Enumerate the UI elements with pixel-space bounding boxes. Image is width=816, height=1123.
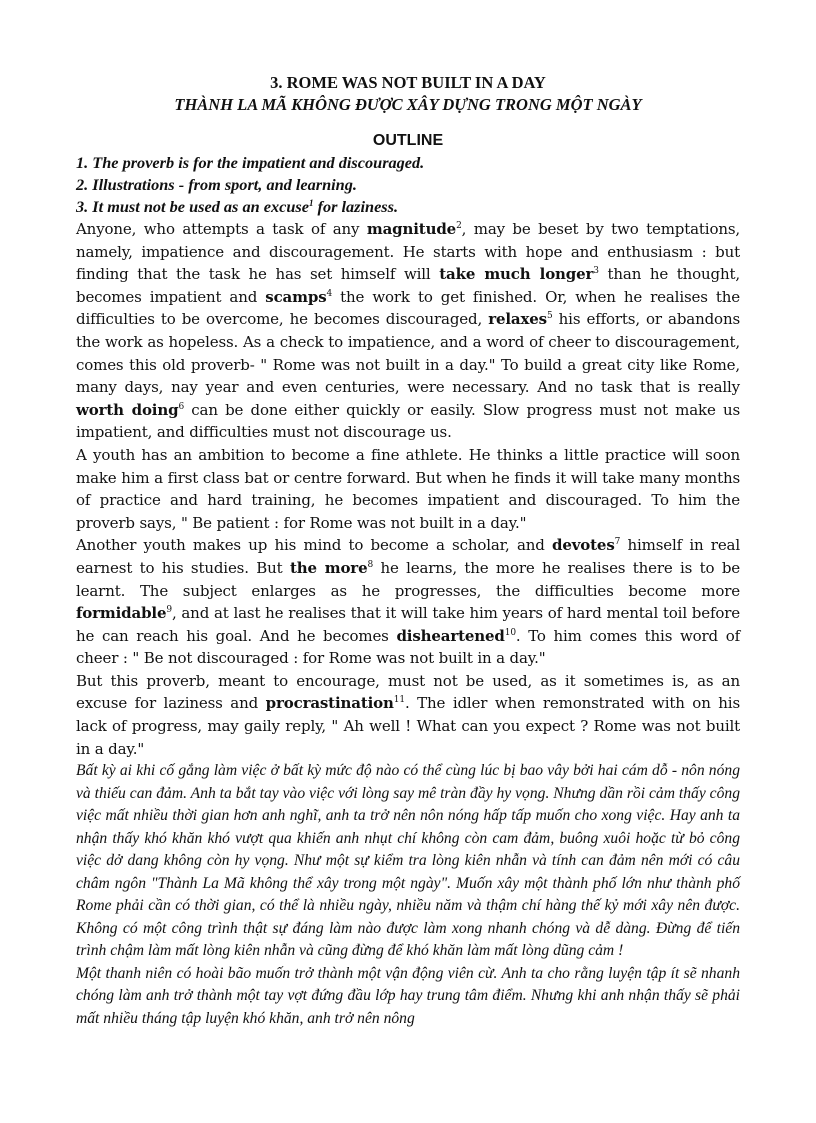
- text-span: . To him comes this word of cheer : " Be not discouraged : for Rome was not built in a day.": [76, 626, 740, 668]
- page-subtitle: THÀNH LA MÃ KHÔNG ĐƯỢC XÂY DỰNG TRONG MỘT NGÀY: [174, 95, 642, 114]
- outline-item-3: [76, 196, 740, 218]
- text-span: But this proverb, meant to encourage, must not be used, as it sometimes is, as an excuse for laziness and: [76, 671, 740, 713]
- outline-item-2: 2. Illustrations - from sport, and learning.: [76, 175, 357, 194]
- vocab-term: magnitude: [366, 220, 457, 238]
- footnote-ref: 9: [166, 605, 172, 616]
- footnote-ref: 6: [178, 401, 185, 412]
- text-span: . The idler when remonstrated with on his lack of progress, may gaily reply, " Ah well ! What can you expect ? Rome was not built in a day.": [76, 694, 740, 758]
- paragraph-athlete: A youth has an ambition to become a fine athlete. He thinks a little practice will soon make him a first class bat or centre forward. But when he finds it will take many months of practice and hard training, he becomes impatient and discouraged. To him the proverb says, " Be patient : for Rome was not built in a day.": [76, 445, 740, 532]
- vocab-term: take much longer: [439, 265, 594, 284]
- vietnamese-translation-paragraph-2: Một thanh niên có hoài bão muốn trở thành một vận động viên cừ. Anh ta cho rằng luyện tập ít sẽ nhanh chóng làm anh trở thành một tay vợt đứng đầu lớp hay trung tâm điểm. Nhưng khi anh nhận thấy sẽ phải mất nhiều tháng tập luyện khó khăn, anh trở nên nông: [76, 964, 740, 1027]
- text-span: can be done either quickly or easily. Slow progress must not make us impatient, and difficulties must not discourage us.: [76, 400, 740, 442]
- document-page: [76, 72, 740, 1030]
- text-span: Anyone, who attempts a task of any: [76, 220, 367, 238]
- paragraph-excuse: [76, 670, 740, 760]
- vocab-term: formidable: [76, 604, 167, 623]
- text-span: his efforts, or abandons the work as hopeless. As a check to impatience, and a word of cheer to discouragement, comes this old proverb- " Rome was not built in a day." To build a great city like Rome, many days, nay year and even centuries, were necessary. And no task that is really: [76, 310, 741, 397]
- footnote-ref: 3: [593, 266, 599, 277]
- outline-list: [76, 152, 740, 218]
- vietnamese-translation-paragraph-1: Bất kỳ ai khi cố gắng làm việc ở bất kỳ mức độ nào có thể cùng lúc bị bao vây bởi hai cám dỗ - nôn nóng và thiếu can đảm. Anh ta bắt tay vào việc với lòng say mê tràn đầy hy vọng. Nhưng dần rồi cảm thấy công việc mất nhiều thời gian hơn anh nghĩ, anh ta trở nên nôn nóng hấp tấp muốn cho xong việc. Hay anh ta nhận thấy khó khăn khó vượt qua khiến anh nhụt chí không còn cam đảm, buông xuôi hoặc từ bỏ công việc dở dang không còn hy vọng. Như một sự kiểm tra lòng kiên nhẫn và tính can đảm nên mới có câu châm ngôn "Thành La Mã không thể xây trong một ngày". Muốn xây một thành phố lớn như thành phố Rome phải cần có thời gian, có thể là nhiều ngày, nhiều năm và thậm chí hàng thế kỷ mới xây nên được. Không có một công trình thật sự đáng làm nào được làm xong nhanh chóng và dễ dàng. Đừng để tiến trình chậm làm mất lòng kiên nhẫn và cũng đừng để khó khăn làm mất lòng dũng cảm !: [76, 762, 740, 960]
- text-span: himself in real earnest to his studies. But: [76, 536, 740, 577]
- text-span: than he thought, becomes impatient and: [76, 265, 740, 306]
- footnote-ref: 7: [614, 537, 621, 548]
- text-span: the work to get finished. Or, when he realises the difficulties to be overcome, he becomes discouraged,: [76, 287, 740, 329]
- paragraph-intro: [76, 218, 740, 444]
- vocab-term: procrastination: [265, 694, 394, 713]
- vocab-term: scamps: [265, 287, 327, 306]
- paragraph-scholar: [76, 534, 740, 670]
- vocab-term: devotes: [552, 536, 615, 555]
- footnote-ref: 8: [367, 559, 374, 570]
- footnote-ref: 2: [456, 221, 462, 231]
- vocab-term: disheartened: [396, 626, 505, 645]
- footnote-ref: 11: [393, 695, 405, 706]
- page-title: 3. ROME WAS NOT BUILT IN A DAY: [270, 73, 546, 92]
- footnote-ref: 10: [504, 627, 516, 638]
- footnote-ref: 5: [546, 311, 553, 322]
- text-span: Another youth makes up his mind to become a scholar, and: [76, 536, 552, 555]
- text-span: he learns, the more he realises there is to be learnt. The subject enlarges as he progresses, the difficulties become more: [76, 558, 740, 600]
- outline-item-3-text-a: 3. It must not be used as an excuse: [76, 197, 309, 216]
- footnote-ref-1: 1: [308, 198, 314, 208]
- text-span: , and at last he realises that it will take him years of hard mental toil before he can reach his goal. And he becomes: [76, 604, 740, 645]
- vocab-term: worth doing: [76, 400, 179, 419]
- text-span: , may be beset by two temptations, namely, impatience and discouragement. He starts with hope and enthusiasm : but finding that the task he has set himself will: [76, 220, 741, 284]
- outline-item-3-text-b: for laziness.: [313, 197, 399, 216]
- vocab-term: relaxes: [488, 310, 547, 329]
- vocab-term: the more: [289, 558, 368, 577]
- footnote-ref: 4: [326, 288, 333, 299]
- outline-heading: OUTLINE: [372, 132, 444, 149]
- outline-item-1: 1. The proverb is for the impatient and discouraged.: [76, 153, 425, 172]
